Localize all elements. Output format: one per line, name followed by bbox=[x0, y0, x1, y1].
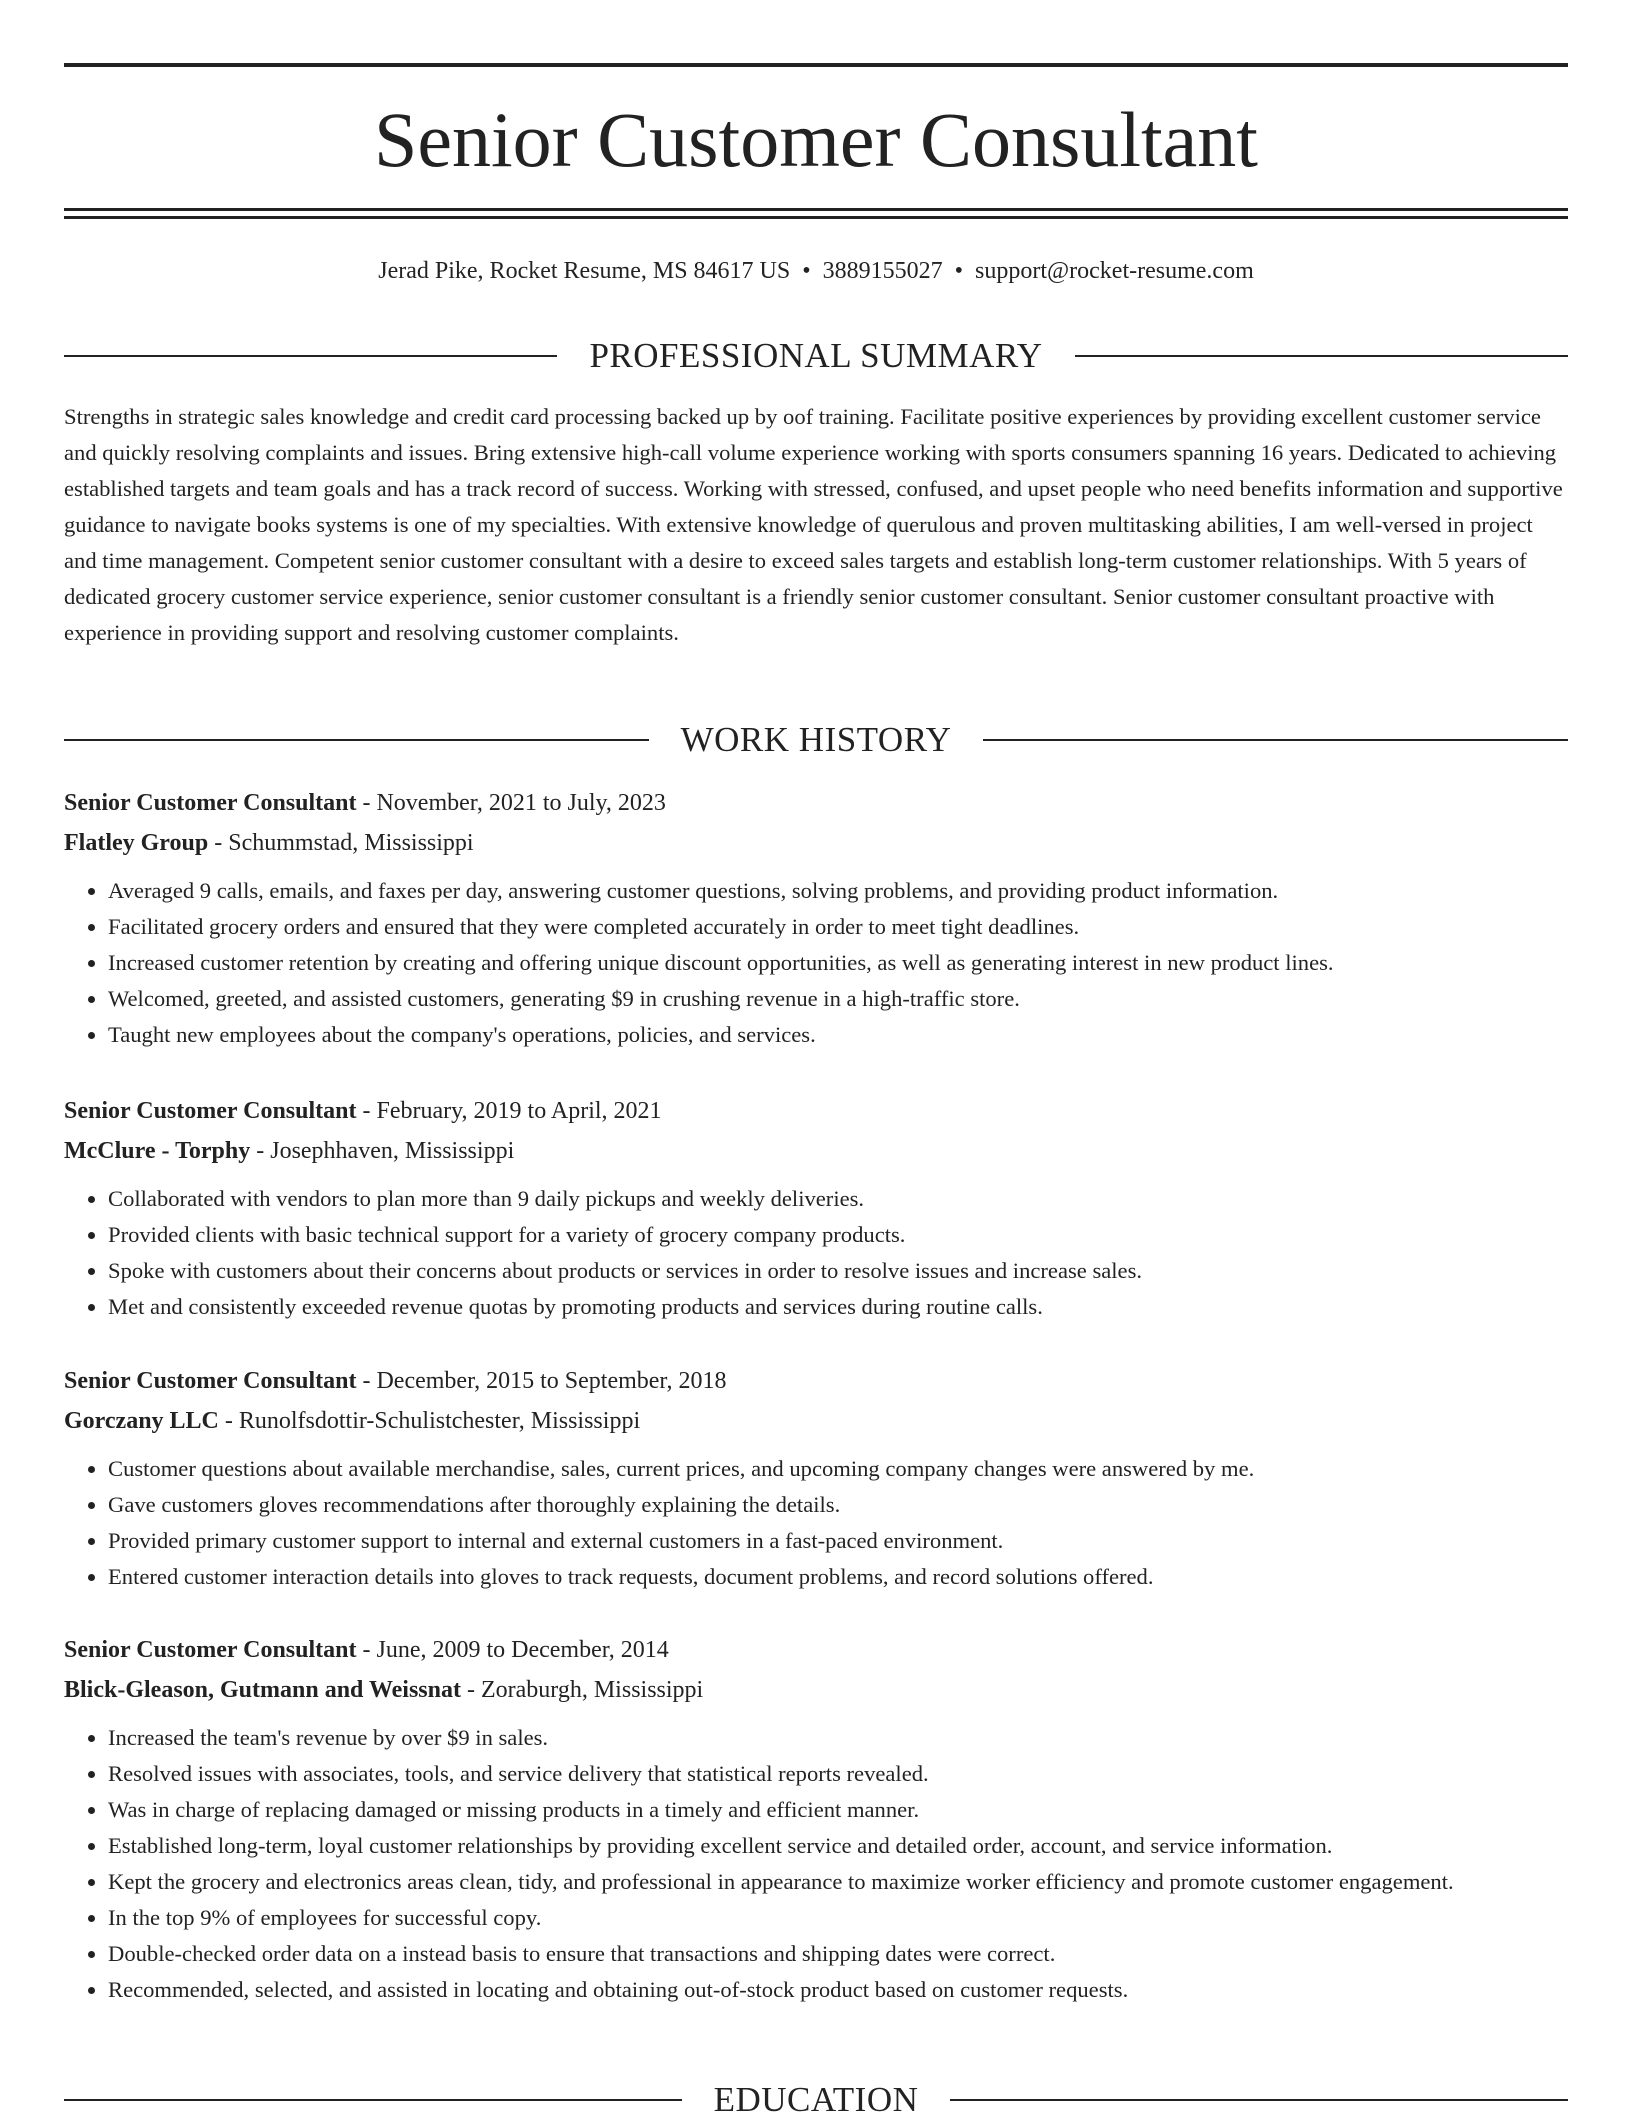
job-bullet: • Met and consistently exceeded revenue quotas by promoting products and services during routine calls. bbox=[108, 1289, 1568, 1325]
job-title-line bbox=[64, 1630, 1568, 1670]
job-title-line bbox=[64, 1091, 1568, 1131]
job-bullet: • Gave customers gloves recommendations after thoroughly explaining the details. bbox=[108, 1487, 1568, 1523]
job-company: Flatley Group bbox=[64, 830, 209, 856]
job-role: Senior Customer Consultant bbox=[64, 1637, 357, 1663]
job-company-line bbox=[64, 823, 1568, 863]
job-company-line bbox=[64, 1131, 1568, 1171]
job-bullet: • Was in charge of replacing damaged or missing products in a timely and efficient manner. bbox=[108, 1792, 1568, 1828]
education-heading-label: EDUCATION bbox=[713, 2080, 919, 2119]
heading-rule-left bbox=[64, 2099, 682, 2101]
job-role: Senior Customer Consultant bbox=[64, 1368, 357, 1394]
heading-rule-right bbox=[983, 739, 1568, 741]
job-company: Gorczany LLC bbox=[64, 1408, 219, 1434]
job-location: - Josephhaven, Mississippi bbox=[250, 1138, 515, 1164]
job-bullet: • Facilitated grocery orders and ensured that they were completed accurately in order to meet tight deadlines. bbox=[108, 909, 1568, 945]
job-role: Senior Customer Consultant bbox=[64, 1098, 357, 1124]
job-bullet: • Provided primary customer support to internal and external customers in a fast-paced environment. bbox=[108, 1523, 1568, 1559]
job-bullets bbox=[64, 1720, 1568, 2008]
job-title-line bbox=[64, 1361, 1568, 1401]
job-bullets bbox=[64, 1451, 1568, 1595]
job-entry bbox=[64, 1091, 1568, 1325]
job-entry bbox=[64, 783, 1568, 1053]
summary-heading bbox=[64, 334, 1568, 378]
job-bullet: • Resolved issues with associates, tools, and service delivery that statistical reports revealed. bbox=[108, 1756, 1568, 1792]
job-dates: - December, 2015 to September, 2018 bbox=[356, 1368, 727, 1394]
job-bullet: • In the top 9% of employees for successful copy. bbox=[108, 1900, 1568, 1936]
job-bullet: • Kept the grocery and electronics areas clean, tidy, and professional in appearance to maximize worker efficiency and promote customer engagement. bbox=[108, 1864, 1568, 1900]
contact-phone: 3889155027 bbox=[822, 258, 943, 284]
job-entry bbox=[64, 1630, 1568, 2008]
job-bullet: • Double-checked order data on a instead basis to ensure that transactions and shipping dates were correct. bbox=[108, 1936, 1568, 1972]
job-bullet: • Collaborated with vendors to plan more than 9 daily pickups and weekly deliveries. bbox=[108, 1181, 1568, 1217]
education-heading bbox=[64, 2078, 1568, 2122]
heading-rule-left bbox=[64, 355, 557, 357]
summary-heading-label: PROFESSIONAL SUMMARY bbox=[589, 336, 1043, 375]
job-bullet: • Provided clients with basic technical support for a variety of grocery company products. bbox=[108, 1217, 1568, 1253]
job-bullet: • Spoke with customers about their concerns about products or services in order to resolve issues and increase sales. bbox=[108, 1253, 1568, 1289]
job-company-line bbox=[64, 1670, 1568, 1710]
job-bullet: • Averaged 9 calls, emails, and faxes per day, answering customer questions, solving problems, and providing product information. bbox=[108, 873, 1568, 909]
heading-rule-right bbox=[950, 2099, 1568, 2101]
contact-line bbox=[64, 254, 1568, 288]
job-company-line bbox=[64, 1401, 1568, 1441]
job-bullet: • Entered customer interaction details into gloves to track requests, document problems, and record solutions offered. bbox=[108, 1559, 1568, 1595]
title-rule-upper bbox=[64, 208, 1568, 211]
job-company: McClure - Torphy bbox=[64, 1138, 251, 1164]
job-title-line bbox=[64, 783, 1568, 823]
job-dates: - June, 2009 to December, 2014 bbox=[356, 1637, 669, 1663]
contact-address: Jerad Pike, Rocket Resume, MS 84617 US bbox=[378, 258, 791, 284]
job-bullet: • Welcomed, greeted, and assisted customers, generating $9 in crushing revenue in a high-traffic store. bbox=[108, 981, 1568, 1017]
top-rule bbox=[64, 63, 1568, 67]
job-location: - Zoraburgh, Mississippi bbox=[460, 1677, 704, 1703]
heading-rule-left bbox=[64, 739, 649, 741]
job-bullet: • Recommended, selected, and assisted in locating and obtaining out-of-stock product based on customer requests. bbox=[108, 1972, 1568, 2008]
contact-separator: • bbox=[954, 258, 964, 284]
job-entry bbox=[64, 1361, 1568, 1595]
job-dates: - February, 2019 to April, 2021 bbox=[356, 1098, 662, 1124]
job-bullet: • Customer questions about available merchandise, sales, current prices, and upcoming company changes were answered by me. bbox=[108, 1451, 1568, 1487]
work-history-heading bbox=[64, 718, 1568, 762]
job-bullet: • Increased customer retention by creating and offering unique discount opportunities, as well as generating interest in new product lines. bbox=[108, 945, 1568, 981]
resume-title: Senior Customer Consultant bbox=[374, 96, 1258, 183]
job-bullets bbox=[64, 1181, 1568, 1325]
contact-email: support@rocket-resume.com bbox=[975, 258, 1254, 284]
job-role: Senior Customer Consultant bbox=[64, 790, 357, 816]
work-history-heading-label: WORK HISTORY bbox=[680, 720, 952, 759]
title-rule-lower bbox=[64, 216, 1568, 219]
job-location: - Schummstad, Mississippi bbox=[208, 830, 474, 856]
job-dates: - November, 2021 to July, 2023 bbox=[356, 790, 666, 816]
summary-text: Strengths in strategic sales knowledge and credit card processing backed up by oof training. Facilitate positive experiences by providing excellent customer service and quickly resolving complaints and issues. Bring extensive high-call volume experience working with sports consumers spanning 16 years. Dedicated to achieving established targets and team goals and has a track record of success. Working with stressed, confused, and upset people who need benefits information and supportive guidance to navigate books systems is one of my specialties. With extensive knowledge of querulous and proven multitasking abilities, I am well-versed in project and time management. Competent senior customer consultant with a desire to exceed sales targets and establish long-term customer relationships. With 5 years of dedicated grocery customer service experience, senior customer consultant is a friendly senior customer consultant. Senior customer consultant proactive with experience in providing support and resolving customer complaints. bbox=[64, 404, 1563, 645]
heading-rule-right bbox=[1075, 355, 1568, 357]
contact-separator: • bbox=[802, 258, 811, 284]
job-bullet: • Taught new employees about the company's operations, policies, and services. bbox=[108, 1017, 1568, 1053]
job-bullet: • Increased the team's revenue by over $9 in sales. bbox=[108, 1720, 1568, 1756]
job-bullet: • Established long-term, loyal customer relationships by providing excellent service and detailed order, account, and service information. bbox=[108, 1828, 1568, 1864]
job-location: - Runolfsdottir-Schulistchester, Mississippi bbox=[218, 1408, 641, 1434]
job-bullets bbox=[64, 873, 1568, 1053]
job-company: Blick-Gleason, Gutmann and Weissnat bbox=[64, 1677, 461, 1703]
